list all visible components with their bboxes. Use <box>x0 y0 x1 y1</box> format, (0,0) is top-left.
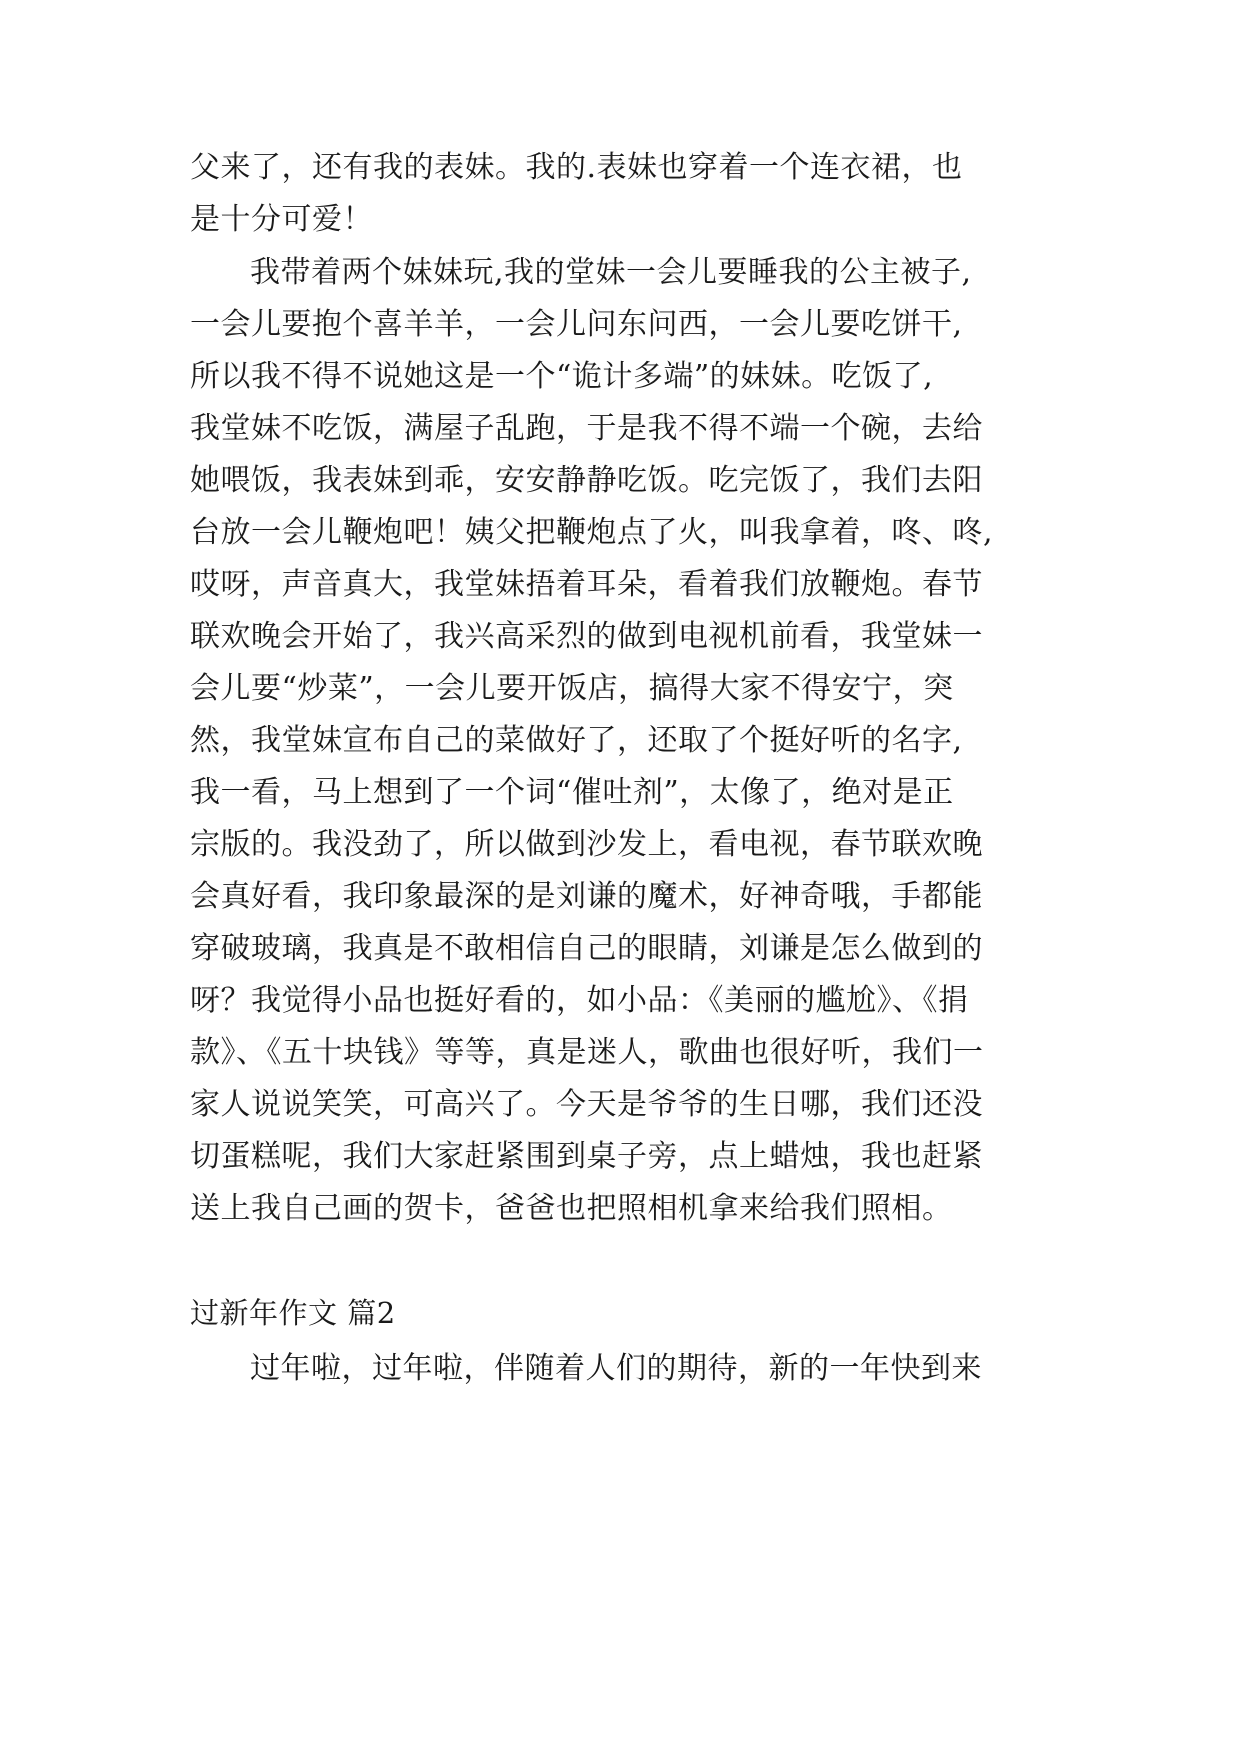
paragraph-2-line-12: 宗版的。我没劲了，所以做到沙发上，看电视，春节联欢晚 <box>190 827 983 862</box>
paragraph-2-line-14: 穿破玻璃，我真是不敢相信自己的眼睛，刘谦是怎么做到的 <box>190 931 983 966</box>
paragraph-2-line-19: 送上我自己画的贺卡，爸爸也把照相机拿来给我们照相。 <box>190 1191 953 1226</box>
paragraph-2-line-15: 呀？我觉得小品也挺好看的，如小品：《美丽的尴尬》、《捐 <box>190 983 969 1018</box>
paragraph-2-line-6: 台放一会儿鞭炮吧！姨父把鞭炮点了火，叫我拿着，咚、咚, <box>190 515 994 550</box>
paragraph-2-line-16: 款》、《五十块钱》等等，真是迷人，歌曲也很好听，我们一 <box>190 1035 984 1070</box>
paragraph-3-line-1: 过年啦，过年啦，伴随着人们的期待，新的一年快到来 <box>250 1351 982 1386</box>
paragraph-2-line-11: 我一看，马上想到了一个词“催吐剂”，太像了，绝对是正 <box>190 775 954 810</box>
paragraph-2-line-5: 她喂饭，我表妹到乖，安安静静吃饭。吃完饭了，我们去阳 <box>190 463 983 498</box>
paragraph-2-line-7: 哎呀，声音真大，我堂妹捂着耳朵，看着我们放鞭炮。春节 <box>190 567 983 602</box>
paragraph-2-line-13: 会真好看，我印象最深的是刘谦的魔术，好神奇哦，手都能 <box>190 879 983 914</box>
paragraph-2-line-8: 联欢晚会开始了，我兴高采烈的做到电视机前看，我堂妹一 <box>190 619 983 654</box>
paragraph-2-line-2: 一会儿要抱个喜羊羊，一会儿问东问西，一会儿要吃饼干, <box>190 307 963 342</box>
paragraph-2-line-10: 然，我堂妹宣布自己的菜做好了，还取了个挺好听的名字, <box>190 723 963 758</box>
paragraph-1-line-2: 是十分可爱！ <box>190 202 373 237</box>
paragraph-2-line-1: 我带着两个妹妹玩,我的堂妹一会儿要睡我的公主被子, <box>250 255 972 290</box>
paragraph-2-line-9: 会儿要“炒菜”，一会儿要开饭店，搞得大家不得安宁，突 <box>190 671 954 706</box>
section-heading: 过新年作文 篇2 <box>190 1296 396 1330</box>
paragraph-2-line-18: 切蛋糕呢，我们大家赶紧围到桌子旁，点上蜡烛，我也赶紧 <box>190 1139 983 1174</box>
paragraph-2-line-3: 所以我不得不说她这是一个“诡计多端”的妹妹。吃饭了, <box>190 359 934 394</box>
paragraph-2-line-4: 我堂妹不吃饭，满屋子乱跑，于是我不得不端一个碗，去给 <box>190 411 983 446</box>
paragraph-1-line-1: 父来了，还有我的表妹。我的.表妹也穿着一个连衣裙，也 <box>190 150 963 185</box>
paragraph-2-line-17: 家人说说笑笑，可高兴了。今天是爷爷的生日哪，我们还没 <box>190 1087 983 1122</box>
